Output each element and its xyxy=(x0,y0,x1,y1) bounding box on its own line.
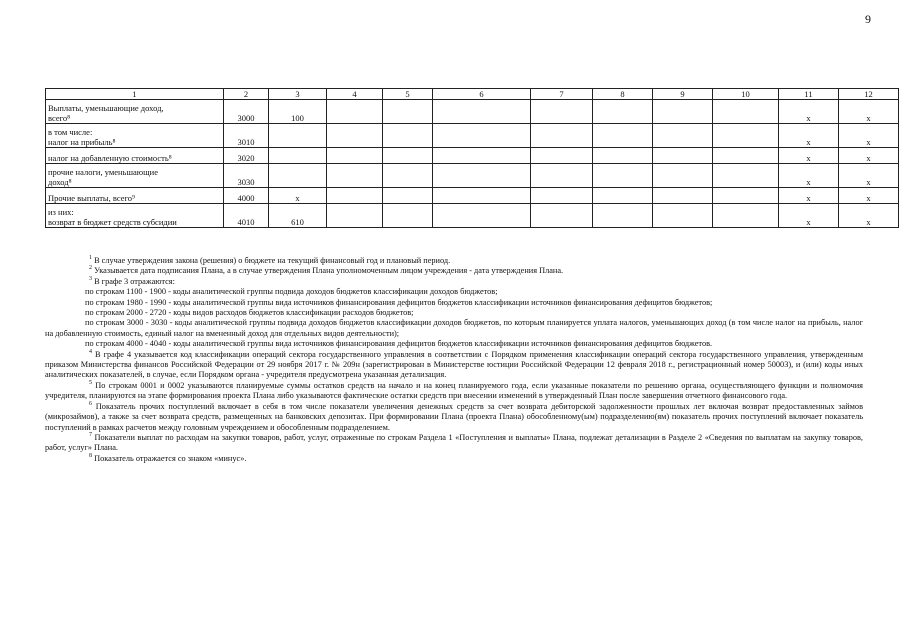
column-header: 4 xyxy=(327,89,383,100)
row-label xyxy=(46,100,224,124)
footnote-text: по строкам 1980 - 1990 - коды аналитической группы вида источников финансирования дефицитов бюджетов классификации источников финансирования дефицитов бюджетов; xyxy=(85,297,713,307)
row-label xyxy=(46,148,224,164)
table-cell: x xyxy=(779,164,839,188)
table-cell xyxy=(383,148,433,164)
column-header: 8 xyxy=(593,89,653,100)
table-cell xyxy=(383,204,433,228)
footnote-marker: 4 xyxy=(89,348,92,355)
table-cell xyxy=(269,148,327,164)
table-row xyxy=(46,100,899,124)
table-cell xyxy=(531,148,593,164)
footnote xyxy=(45,277,863,287)
table-cell xyxy=(593,100,653,124)
footnote xyxy=(45,318,863,339)
table-cell xyxy=(713,124,779,148)
table-cell xyxy=(531,100,593,124)
table-cell xyxy=(383,124,433,148)
row-label xyxy=(46,204,224,228)
table-cell xyxy=(383,164,433,188)
footnotes xyxy=(45,256,863,464)
footnote-text: по строкам 4000 - 4040 - коды аналитической группы вида источников финансирования дефицитов бюджетов классификации источников финансирования дефицитов бюджетов. xyxy=(85,339,713,349)
column-header: 5 xyxy=(383,89,433,100)
table-cell xyxy=(653,100,713,124)
table-cell: 3020 xyxy=(224,148,269,164)
table-cell: 4000 xyxy=(224,188,269,204)
row-label-line: из них: xyxy=(48,207,74,217)
table-cell xyxy=(531,204,593,228)
table-cell xyxy=(593,148,653,164)
table-cell: x xyxy=(839,148,899,164)
footnote-marker: 6 xyxy=(89,400,92,407)
footnote-text: по строкам 3000 - 3030 - коды аналитической группы подвида доходов бюджетов классификации доходов бюджетов, по которым планируется уплата налогов, уменьшающих доход (в том числе налог на прибыль, налог на добавленную стоимость, единый налог на вмененный доход для отдельных видов деятельности); xyxy=(45,318,863,338)
row-label-line: Выплаты, уменьшающие доход, xyxy=(48,103,164,113)
table-row xyxy=(46,188,899,204)
payments-table xyxy=(45,88,899,228)
footnote-text: В случае утверждения закона (решения) о бюджете на текущий финансовый год и плановый период. xyxy=(92,256,451,265)
footnote-marker: 8 xyxy=(89,452,92,459)
footnote-text: Указывается дата подписания Плана, а в случае утверждения Плана уполномоченным лицом учреждения - дата утверждения Плана. xyxy=(92,266,564,276)
footnote-text: Показатель отражается со знаком «минус». xyxy=(92,453,247,463)
footnote xyxy=(45,256,863,266)
row-label-line: налог на добавленную стоимость⁸ xyxy=(48,153,172,163)
table-cell xyxy=(653,148,713,164)
footnote-marker: 7 xyxy=(89,432,92,439)
table-header-row xyxy=(46,89,899,100)
row-label-line: Прочие выплаты, всего⁹ xyxy=(48,193,135,203)
footnote-text: по строкам 1100 - 1900 - коды аналитической группы подвида доходов бюджетов классификации доходов бюджетов; xyxy=(85,287,498,297)
footnote xyxy=(45,350,863,381)
table-row xyxy=(46,124,899,148)
page-number: 9 xyxy=(865,12,871,26)
footnote-text: Показатель прочих поступлений включает в себя в том числе показатели увеличения денежных средств за счет возврата дебиторской задолженности прошлых лет включая возврат предоставленных займов (микрозаймов), а также за счет возврата средств, размещенных на банковских депозитах. При формировании Плана (проекта Плана) обособленному(ым) подразделению(ям) показатель прочих поступлений включает показатель поступлений в рамках расчетов между головным учреждением и обособленным подразделением. xyxy=(45,401,863,432)
table-cell xyxy=(653,124,713,148)
table-cell xyxy=(433,188,531,204)
table-cell xyxy=(269,164,327,188)
footnote-text: по строкам 2000 - 2720 - коды видов расходов бюджетов классификации расходов бюджетов; xyxy=(85,308,414,318)
table-cell xyxy=(433,148,531,164)
table-cell xyxy=(433,164,531,188)
footnote xyxy=(45,287,863,297)
table-cell xyxy=(433,204,531,228)
table-cell xyxy=(383,100,433,124)
table-cell xyxy=(531,124,593,148)
footnote-text: Показатели выплат по расходам на закупки товаров, работ, услуг, отраженные по строкам Раздела 1 «Поступления и выплаты» Плана, подлежат детализации в Разделе 2 «Сведения по выплатам на закупку товаров, работ, услуг» Плана. xyxy=(45,432,863,453)
table-cell: x xyxy=(779,100,839,124)
table-row xyxy=(46,204,899,228)
table-cell xyxy=(653,188,713,204)
column-header: 7 xyxy=(531,89,593,100)
table-cell: x xyxy=(779,148,839,164)
footnote xyxy=(45,381,863,402)
table-cell xyxy=(713,164,779,188)
footnote-marker: 1 xyxy=(89,255,92,262)
table-cell xyxy=(713,204,779,228)
table-cell: 4010 xyxy=(224,204,269,228)
footnote-text: В графе 4 указывается код классификации операций сектора государственного управления в соответствии с Порядком применения классификации операций сектора государственного управления, утвержденным приказом Министерства финансов Российской Федерации от 29 ноября 2017 г. № 209н (зарегистрирован в Министерстве юстиции Российской Федерации 12 февраля 2018 г., регистрационный номер 50003), и (или) коды иных аналитических показателей, в случае, если Порядком органа - учредителя предусмотрена указанная детализация. xyxy=(45,349,863,380)
footnote xyxy=(45,266,863,276)
table-cell xyxy=(593,164,653,188)
table-cell xyxy=(433,100,531,124)
table-row xyxy=(46,148,899,164)
row-label xyxy=(46,164,224,188)
table-cell xyxy=(593,124,653,148)
row-label-line: в том числе: xyxy=(48,127,93,137)
table-cell xyxy=(327,204,383,228)
table-cell: 100 xyxy=(269,100,327,124)
table-cell xyxy=(593,204,653,228)
table-cell xyxy=(653,204,713,228)
footnote xyxy=(45,454,863,464)
table-cell xyxy=(433,124,531,148)
footnote-marker: 3 xyxy=(89,276,92,283)
table-cell xyxy=(713,100,779,124)
table-cell: x xyxy=(839,100,899,124)
column-header: 10 xyxy=(713,89,779,100)
table-cell xyxy=(327,188,383,204)
table-cell: x xyxy=(269,188,327,204)
table-cell: x xyxy=(839,124,899,148)
table-cell xyxy=(653,164,713,188)
row-label-line: налог на прибыль⁸ xyxy=(48,137,116,147)
column-header: 9 xyxy=(653,89,713,100)
footnote xyxy=(45,402,863,433)
table-cell xyxy=(713,148,779,164)
row-label xyxy=(46,188,224,204)
table-cell xyxy=(383,188,433,204)
footnote-text: По строкам 0001 и 0002 указываются планируемые суммы остатков средств на начало и на конец планируемого года, если указанные показатели по решению органа, осуществляющего функции и полномочия учредителя, планируются на этапе формирования проекта Плана либо указываются фактические остатки средств при внесении изменений в утвержденный План после завершения отчетного финансового года. xyxy=(45,380,863,401)
table-cell: x xyxy=(839,188,899,204)
table-cell: 3030 xyxy=(224,164,269,188)
row-label-line: возврат в бюджет средств субсидии xyxy=(48,217,177,227)
table-cell: x xyxy=(779,204,839,228)
table-cell: x xyxy=(839,204,899,228)
table-cell: x xyxy=(779,188,839,204)
table-row xyxy=(46,164,899,188)
table-cell xyxy=(593,188,653,204)
table-cell xyxy=(327,124,383,148)
table-cell: 3000 xyxy=(224,100,269,124)
table-cell: x xyxy=(779,124,839,148)
row-label-line: всего⁸ xyxy=(48,113,71,123)
row-label xyxy=(46,124,224,148)
column-header: 3 xyxy=(269,89,327,100)
column-header: 6 xyxy=(433,89,531,100)
column-header: 11 xyxy=(779,89,839,100)
footnote xyxy=(45,308,863,318)
table-cell xyxy=(327,148,383,164)
row-label-line: доход⁸ xyxy=(48,177,72,187)
footnote-marker: 2 xyxy=(89,265,92,272)
footnote-marker: 5 xyxy=(89,380,92,387)
footnote xyxy=(45,433,863,454)
table-cell xyxy=(531,188,593,204)
footnote-text: В графе 3 отражаются: xyxy=(92,276,175,286)
column-header: 1 xyxy=(46,89,224,100)
footnote xyxy=(45,298,863,308)
table-cell xyxy=(269,124,327,148)
table-cell xyxy=(327,100,383,124)
row-label-line: прочие налоги, уменьшающие xyxy=(48,167,158,177)
column-header: 2 xyxy=(224,89,269,100)
column-header: 12 xyxy=(839,89,899,100)
footnote xyxy=(45,339,863,349)
table-cell xyxy=(327,164,383,188)
table-cell: 610 xyxy=(269,204,327,228)
table-cell: 3010 xyxy=(224,124,269,148)
table-cell xyxy=(713,188,779,204)
table-cell: x xyxy=(839,164,899,188)
table-cell xyxy=(531,164,593,188)
